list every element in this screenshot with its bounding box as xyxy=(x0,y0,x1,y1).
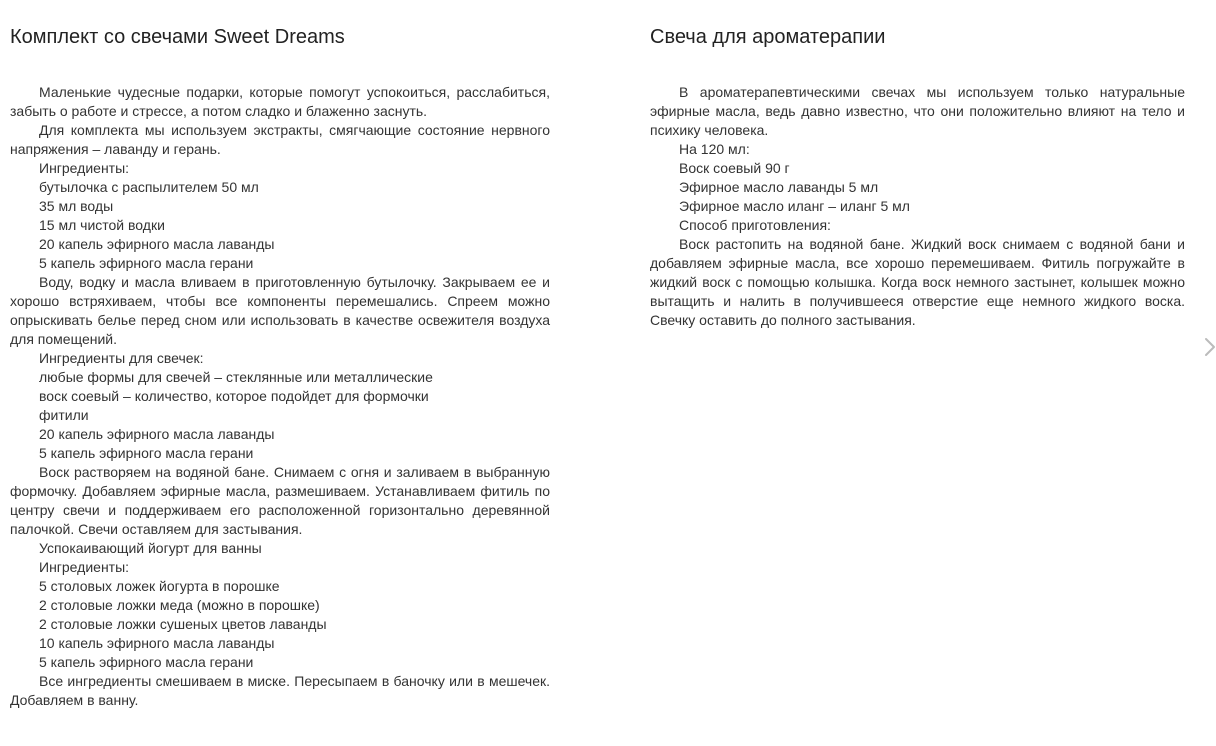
paragraph: Маленькие чудесные подарки, которые помогут успокоиться, расслабиться, забыть о работе и стрессе, а потом сладко и блаженно заснуть. xyxy=(10,84,550,119)
paragraph: 5 капель эфирного масла герани xyxy=(39,255,254,271)
paragraph: 20 капель эфирного масла лаванды xyxy=(39,236,275,252)
paragraph: бутылочка с распылителем 50 мл xyxy=(39,179,259,195)
left-page-title: Комплект со свечами Sweet Dreams xyxy=(10,26,345,48)
paragraph: Воск растопить на водяной бане. Жидкий воск снимаем с водяной бани и добавляем эфирные масла, все хорошо перемешиваем. Фитиль погружайте в жидкий воск с помощью колышка. Когда воск немного застынет, колышек можно вытащить и налить в получившееся отверстие еще немного жидкого воска. Свечку оставить до полного застывания. xyxy=(650,236,1185,328)
paragraph: 35 мл воды xyxy=(39,198,114,214)
paragraph: 5 столовых ложек йогурта в порошке xyxy=(39,578,280,594)
paragraph: Ингредиенты: xyxy=(39,160,130,176)
chevron-right-icon xyxy=(1204,337,1216,357)
paragraph: фитили xyxy=(39,407,89,423)
paragraph: На 120 мл: xyxy=(679,141,750,157)
paragraph: Эфирное масло лаванды 5 мл xyxy=(679,179,879,195)
paragraph: Ингредиенты для свечек: xyxy=(39,350,204,366)
paragraph: воск соевый – количество, которое подойдет для формочки xyxy=(39,388,429,404)
paragraph: 2 столовые ложки меда (можно в порошке) xyxy=(39,597,320,613)
paragraph: Воск соевый 90 г xyxy=(679,160,790,176)
paragraph: Воду, водку и масла вливаем в приготовленную бутылочку. Закрываем ее и хорошо встряхиваем, чтобы все компоненты перемешались. Спреем можно опрыскивать белье перед сном или использовать в качестве освежителя воздуха для помещений. xyxy=(10,274,550,347)
paragraph: Ингредиенты: xyxy=(39,559,130,575)
paragraph: 5 капель эфирного масла герани xyxy=(39,445,254,461)
paragraph: Для комплекта мы используем экстракты, смягчающие состояние нервного напряжения – лаванду и герань. xyxy=(10,122,550,157)
left-page xyxy=(10,0,550,746)
paragraph: Воск растворяем на водяной бане. Снимаем с огня и заливаем в выбранную формочку. Добавляем эфирные масла, размешиваем. Устанавливаем фитиль по центру свечи и поддерживаем его расположенной горизонтально деревянной палочкой. Свечи оставляем для застывания. xyxy=(10,464,550,537)
next-page-button[interactable] xyxy=(1200,333,1216,361)
paragraph: В ароматерапевтическими свечах мы используем только натуральные эфирные масла, ведь давно известно, что они положительно влияют на тело и психику человека. xyxy=(650,84,1185,138)
paragraph: 10 капель эфирного масла лаванды xyxy=(39,635,275,651)
paragraph: Эфирное масло иланг – иланг 5 мл xyxy=(679,198,910,214)
paragraph: Успокаивающий йогурт для ванны xyxy=(39,540,262,556)
paragraph: 2 столовые ложки сушеных цветов лаванды xyxy=(39,616,327,632)
left-page-body xyxy=(10,83,550,710)
right-page-title: Свеча для ароматерапии xyxy=(650,26,886,48)
paragraph: 15 мл чистой водки xyxy=(39,217,165,233)
paragraph: Способ приготовления: xyxy=(679,217,831,233)
paragraph: 20 капель эфирного масла лаванды xyxy=(39,426,275,442)
paragraph: Все ингредиенты смешиваем в миске. Пересыпаем в баночку или в мешечек. Добавляем в ванну. xyxy=(10,673,550,708)
right-page-body xyxy=(650,83,1185,330)
right-page xyxy=(650,0,1185,746)
paragraph: любые формы для свечей – стеклянные или металлические xyxy=(39,369,433,385)
paragraph: 5 капель эфирного масла герани xyxy=(39,654,254,670)
